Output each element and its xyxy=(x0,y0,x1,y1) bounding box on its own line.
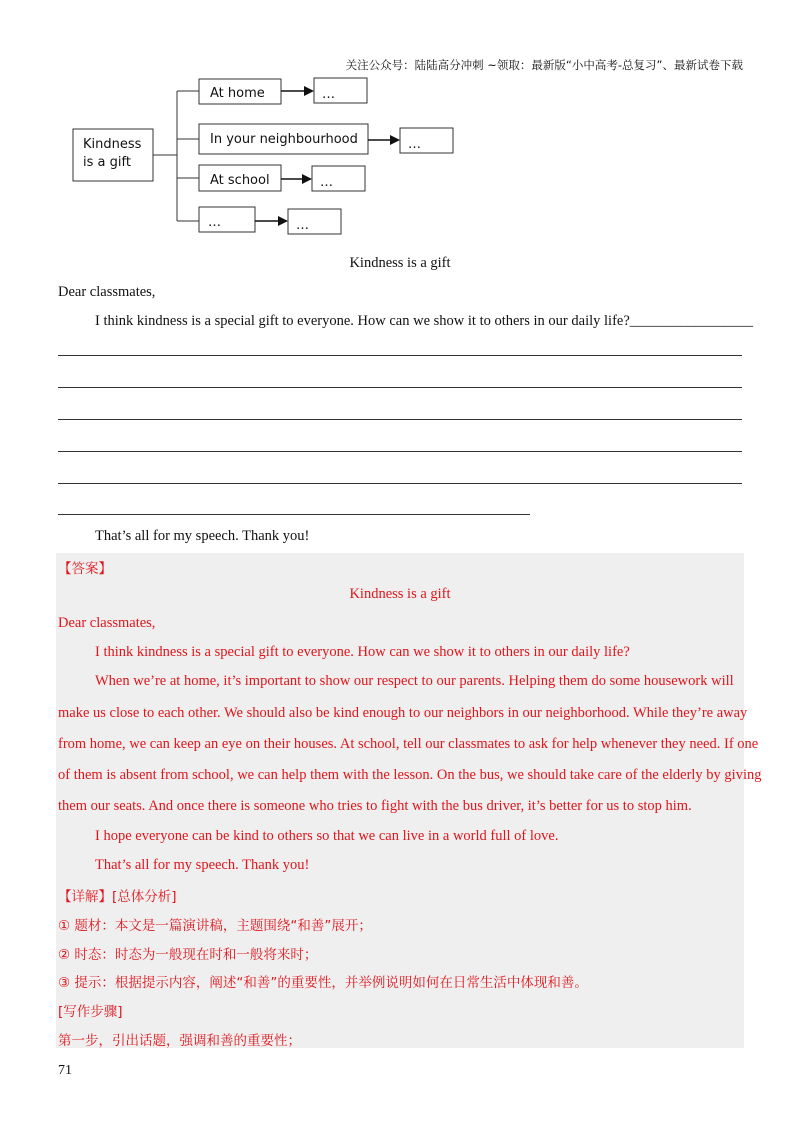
answer-title: Kindness is a gift xyxy=(349,586,451,602)
opening-sentence: I think kindness is a special gift to everyone. How can we show it to others in our daily life?_________________ xyxy=(95,313,754,329)
answer-paragraph-2-line: of them is absent from school, we can help them with the lesson. On the bus, we should take care of the elderly by giving xyxy=(58,767,762,783)
closing-sentence: That’s all for my speech. Thank you! xyxy=(95,528,310,544)
answer-paragraph-1: I think kindness is a special gift to everyone. How can we show it to others in our daily life? xyxy=(95,644,630,660)
answer-tag: 【答案】 xyxy=(58,561,112,577)
writing-line[interactable] xyxy=(58,451,742,452)
branch-label-neighbourhood: In your neighbourhood xyxy=(210,132,358,147)
arrow-head xyxy=(390,135,400,145)
answer-greeting: Dear classmates, xyxy=(58,615,156,631)
arrow-head xyxy=(278,216,288,226)
page-number: 71 xyxy=(58,1063,72,1078)
branch-label-at-school: At school xyxy=(210,173,270,188)
answer-paragraph-4: That’s all for my speech. Thank you! xyxy=(95,857,310,873)
target-label-3: … xyxy=(320,175,333,190)
target-label-1: … xyxy=(322,87,335,102)
writing-steps-tag: [写作步骤] xyxy=(58,1004,123,1020)
mind-map-diagram xyxy=(0,0,800,250)
analysis-heading xyxy=(58,885,177,905)
branch-label-blank: … xyxy=(208,215,221,230)
answer-paragraph-2-line: them our seats. And once there is someone who tries to fight with the bus driver, it’s better for us to stop him. xyxy=(58,798,692,814)
greeting: Dear classmates, xyxy=(58,284,156,300)
writing-step-1: 第一步，引出话题，强调和善的重要性； xyxy=(58,1033,301,1049)
page-header: 关注公众号：陆陆高分冲刺 ~领取：最新版“小中高考-总复习”、最新试卷下载 xyxy=(345,58,743,72)
answer-paragraph-2-line: make us close to each other. We should also be kind enough to our neighbors in our neighborhood. While they’re away xyxy=(58,705,748,721)
arrow-head xyxy=(304,86,314,96)
arrow-head xyxy=(302,174,312,184)
analysis-item: ② 时态：时态为一般现在时和一般将来时； xyxy=(58,947,318,963)
analysis-item: ③ 提示：根据提示内容，阐述“和善”的重要性，并举例说明如何在日常生活中体现和善。 xyxy=(58,975,588,991)
analysis-subtag: [总体分析] xyxy=(112,889,177,905)
target-label-4: … xyxy=(296,218,309,233)
writing-line[interactable] xyxy=(58,419,742,420)
target-label-2: … xyxy=(408,137,421,152)
writing-line[interactable] xyxy=(58,387,742,388)
analysis-tag: 【详解】 xyxy=(58,889,112,905)
branch-label-at-home: At home xyxy=(210,86,265,101)
root-line-1: Kindness xyxy=(83,137,142,152)
writing-line[interactable] xyxy=(58,514,530,515)
writing-line[interactable] xyxy=(58,483,742,484)
answer-paragraph-2-line: When we’re at home, it’s important to show our respect to our parents. Helping them do some housework will xyxy=(95,673,734,689)
analysis-item: ① 题材：本文是一篇演讲稿，主题围绕“和善”展开； xyxy=(58,918,372,934)
root-line-2: is a gift xyxy=(83,155,131,170)
answer-paragraph-2-line: from home, we can keep an eye on their houses. At school, tell our classmates to ask for help whenever they need. If one xyxy=(58,736,759,752)
writing-line[interactable] xyxy=(58,355,742,356)
essay-title: Kindness is a gift xyxy=(349,255,451,271)
answer-paragraph-3: I hope everyone can be kind to others so that we can live in a world full of love. xyxy=(95,828,559,844)
